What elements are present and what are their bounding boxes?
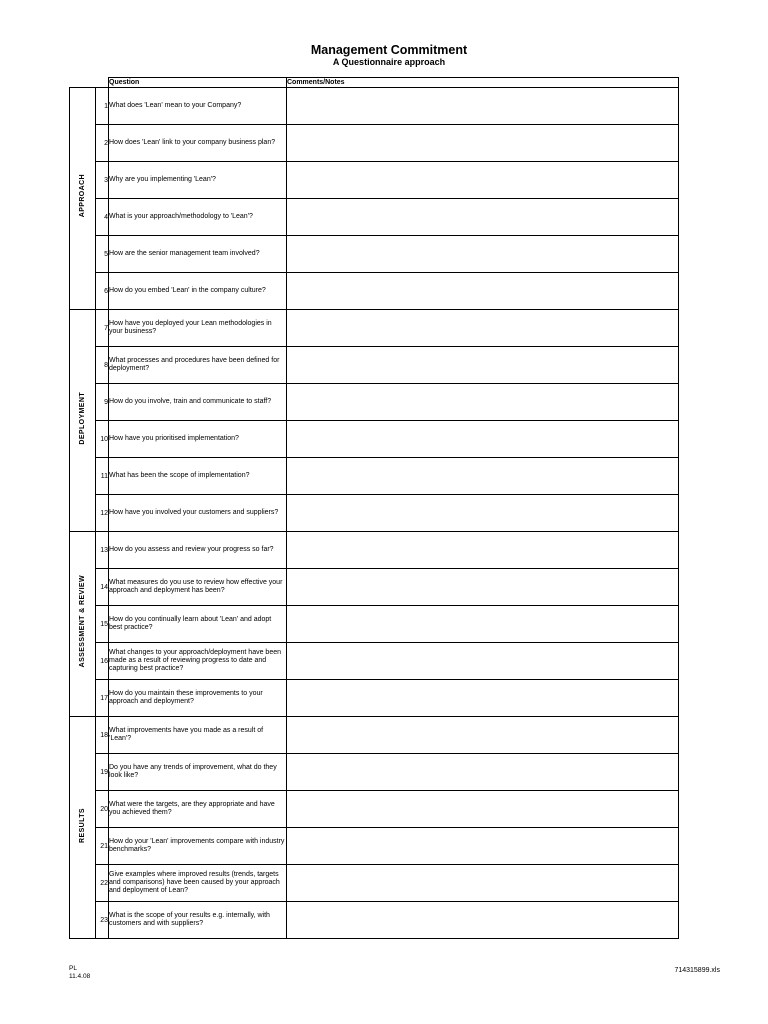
comments-cell[interactable] xyxy=(287,754,679,791)
question-number: 14 xyxy=(96,569,109,606)
question-number: 20 xyxy=(96,791,109,828)
question-row xyxy=(70,273,679,310)
question-number: 17 xyxy=(96,680,109,717)
header-blank-cell xyxy=(70,78,109,88)
question-number: 4 xyxy=(96,199,109,236)
comments-cell[interactable] xyxy=(287,606,679,643)
question-row xyxy=(70,310,679,347)
question-row xyxy=(70,458,679,495)
question-number: 15 xyxy=(96,606,109,643)
question-text: What is your approach/methodology to 'Lean'? xyxy=(109,199,287,236)
question-row xyxy=(70,643,679,680)
question-text: How have you deployed your Lean methodologies in your business? xyxy=(109,310,287,347)
question-text: How do your 'Lean' improvements compare with industry benchmarks? xyxy=(109,828,287,865)
section-label: RESULTS xyxy=(79,807,86,843)
question-text: Why are you implementing 'Lean'? xyxy=(109,162,287,199)
question-row xyxy=(70,88,679,125)
section-label: ASSESSMENT & REVIEW xyxy=(79,575,86,668)
question-row xyxy=(70,347,679,384)
section-label: DEPLOYMENT xyxy=(79,391,86,445)
question-number: 10 xyxy=(96,421,109,458)
question-row xyxy=(70,606,679,643)
comments-cell[interactable] xyxy=(287,236,679,273)
header-row xyxy=(70,78,679,88)
question-number: 7 xyxy=(96,310,109,347)
question-number: 5 xyxy=(96,236,109,273)
question-row xyxy=(70,162,679,199)
section-label-cell xyxy=(70,532,96,717)
question-number: 8 xyxy=(96,347,109,384)
question-text: How do you embed 'Lean' in the company culture? xyxy=(109,273,287,310)
question-text: What is the scope of your results e.g. internally, with customers and with suppliers? xyxy=(109,902,287,939)
question-text: What has been the scope of implementation? xyxy=(109,458,287,495)
footer-left xyxy=(69,965,90,981)
question-number: 13 xyxy=(96,532,109,569)
question-text: How have you involved your customers and suppliers? xyxy=(109,495,287,532)
question-text: How do you involve, train and communicate to staff? xyxy=(109,384,287,421)
question-text: How are the senior management team involved? xyxy=(109,236,287,273)
comments-cell[interactable] xyxy=(287,162,679,199)
section-label-cell xyxy=(70,717,96,939)
question-column-header: Question xyxy=(109,78,287,88)
comments-cell[interactable] xyxy=(287,199,679,236)
question-row xyxy=(70,680,679,717)
question-row xyxy=(70,828,679,865)
question-number: 12 xyxy=(96,495,109,532)
question-text: What processes and procedures have been defined for deployment? xyxy=(109,347,287,384)
question-number: 19 xyxy=(96,754,109,791)
comments-cell[interactable] xyxy=(287,347,679,384)
question-number: 21 xyxy=(96,828,109,865)
comments-cell[interactable] xyxy=(287,384,679,421)
question-row xyxy=(70,384,679,421)
question-number: 9 xyxy=(96,384,109,421)
question-number: 11 xyxy=(96,458,109,495)
comments-cell[interactable] xyxy=(287,865,679,902)
questionnaire-table xyxy=(69,77,679,939)
footer-filename: 714315899.xls xyxy=(674,967,720,974)
question-text: How do you continually learn about 'Lean' and adopt best practice? xyxy=(109,606,287,643)
comments-cell[interactable] xyxy=(287,680,679,717)
question-row xyxy=(70,532,679,569)
question-number: 23 xyxy=(96,902,109,939)
section-label: APPROACH xyxy=(79,174,86,218)
comments-cell[interactable] xyxy=(287,125,679,162)
footer-initials: PL xyxy=(69,965,77,972)
question-text: What improvements have you made as a result of 'Lean'? xyxy=(109,717,287,754)
question-text: How have you prioritised implementation? xyxy=(109,421,287,458)
question-text: What changes to your approach/deployment have been made as a result of reviewing progress to date and capturing best practice? xyxy=(109,643,287,680)
question-text: How does 'Lean' link to your company business plan? xyxy=(109,125,287,162)
question-text: How do you maintain these improvements to your approach and deployment? xyxy=(109,680,287,717)
question-text: What does 'Lean' mean to your Company? xyxy=(109,88,287,125)
question-number: 1 xyxy=(96,88,109,125)
comments-cell[interactable] xyxy=(287,273,679,310)
comments-cell[interactable] xyxy=(287,495,679,532)
comments-cell[interactable] xyxy=(287,421,679,458)
question-row xyxy=(70,236,679,273)
footer-date: 11.4.08 xyxy=(69,973,91,980)
question-row xyxy=(70,865,679,902)
question-row xyxy=(70,791,679,828)
question-text: What measures do you use to review how effective your approach and deployment has been? xyxy=(109,569,287,606)
page-subtitle: A Questionnaire approach xyxy=(332,57,446,67)
question-number: 2 xyxy=(96,125,109,162)
question-number: 6 xyxy=(96,273,109,310)
question-row xyxy=(70,754,679,791)
question-text: What were the targets, are they appropriate and have you achieved them? xyxy=(109,791,287,828)
question-row xyxy=(70,421,679,458)
comments-cell[interactable] xyxy=(287,902,679,939)
section-label-cell xyxy=(70,88,96,310)
question-number: 22 xyxy=(96,865,109,902)
question-row xyxy=(70,495,679,532)
question-number: 18 xyxy=(96,717,109,754)
comments-cell[interactable] xyxy=(287,532,679,569)
question-row xyxy=(70,199,679,236)
question-row xyxy=(70,569,679,606)
comments-cell[interactable] xyxy=(287,828,679,865)
question-text: How do you assess and review your progress so far? xyxy=(109,532,287,569)
comments-cell[interactable] xyxy=(287,88,679,125)
question-row xyxy=(70,125,679,162)
question-text: Do you have any trends of improvement, what do they look like? xyxy=(109,754,287,791)
comments-cell[interactable] xyxy=(287,643,679,680)
comments-cell[interactable] xyxy=(287,310,679,347)
question-text: Give examples where improved results (trends, targets and comparisons) have been caused by your approach and deployment of Lean? xyxy=(109,865,287,902)
section-label-cell xyxy=(70,310,96,532)
comments-cell[interactable] xyxy=(287,717,679,754)
comments-column-header: Comments/Notes xyxy=(287,78,679,88)
question-number: 3 xyxy=(96,162,109,199)
question-number: 16 xyxy=(96,643,109,680)
page-title: Management Commitment xyxy=(310,43,468,57)
question-row xyxy=(70,717,679,754)
comments-cell[interactable] xyxy=(287,569,679,606)
comments-cell[interactable] xyxy=(287,791,679,828)
question-row xyxy=(70,902,679,939)
comments-cell[interactable] xyxy=(287,458,679,495)
